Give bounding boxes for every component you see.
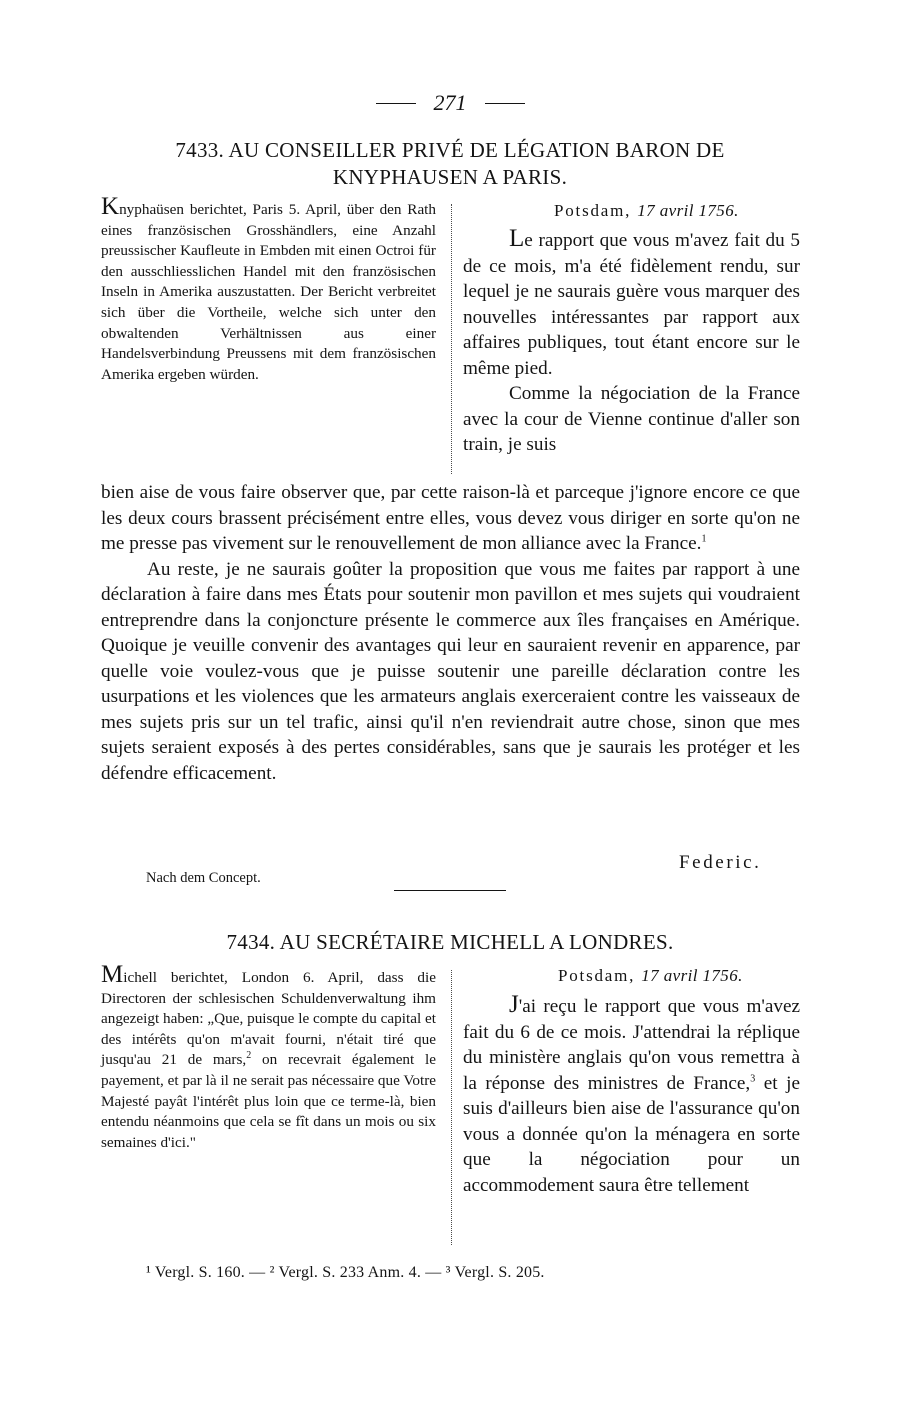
summary-dropcap: K (101, 193, 120, 220)
paragraph-dropcap: J (509, 991, 519, 1018)
letter-7433-paragraph-1 (463, 226, 800, 381)
dateline-date: 17 avril 1756. (641, 966, 743, 985)
letter-7433-title (100, 137, 800, 191)
paragraph-text: 'ai reçu le rapport que vous m'avez fait du 6 de ce mois. J'attendrai la réplique du ministère anglais qu'on vous remettra à la réponse des ministres de France, (463, 996, 800, 1094)
letter-7433-dateline (554, 201, 739, 221)
header-rule-left (376, 103, 416, 104)
summary-text: nyphaüsen berichtet, Paris 5. April, über den Rath eines französischen Grosshändlers, eine Anzahl preussischer Kaufleute in Embden mit einen Octroi für den ausschliesslichen Handel mit den französischen Inseln in Amerika auszustatten. Der Bericht verbreitet sich über die Vortheile, welche sich unter den obwaltenden Verhältnissen aus einer Handelsverbindung Preussens mit dem französischen Amerika ergeben würden. (101, 201, 436, 383)
summary-text-cont: on recevrait également le payement, et par là il ne serait pas nécessaire que Votre Majesté payât l'intérêt plus loin que ce terme-là, bien entendu néanmoins que cela se fît dans un mois ou six semaines d'ici." (101, 1051, 436, 1151)
letter-7433-column-text (463, 226, 800, 458)
dateline-place: Potsdam, (554, 201, 632, 220)
paragraph-text: bien aise de vous faire observer que, par cette raison-là et parceque j'ignore encore ce que les deux cours brassent précisément entre elles, vous devez vous diriger en sorte qu'on ne me presse pas vivement sur le renouvellement de mon alliance avec la France. (101, 482, 800, 554)
letter-7434-dateline (558, 966, 743, 986)
paragraph-text: e rapport que vous m'avez fait du 5 de ce mois, m'a été fidèlement rendu, sur lequel je ne saurais guère vous marquer des nouvelles intéressantes par rapport aux affaires publiques, tout étant encore sur le même pied. (463, 230, 800, 379)
paragraph-text-cont: et je suis d'ailleurs bien aise de l'assurance qu'on vous a donnée qu'on la ménagera en sorte que la négociation pour un accommodement saura être tellement (463, 1072, 800, 1196)
dateline-place: Potsdam, (558, 966, 636, 985)
page-number: 271 (433, 90, 467, 115)
footnotes: ¹ Vergl. S. 160. — ² Vergl. S. 233 Anm. 4. — ³ Vergl. S. 205. (146, 1264, 545, 1281)
summary-text: ichell berichtet, London 6. April, dass die Directoren der schlesischen Schuldenverwaltung ihm angezeigt haben: „Que, puisque le compte du capital et des intérêts qu'on m'avait fourni, n'était tiré que jusqu'au 21 de mars, (101, 969, 436, 1069)
letter-7434-summary (101, 961, 436, 1153)
letter-7434-paragraph-1 (463, 992, 800, 1198)
letter-7433-paragraph-2-cont (101, 480, 800, 557)
column-divider (451, 204, 452, 474)
page-header (0, 90, 900, 116)
header-rule-right (485, 103, 525, 104)
footnote-mark: 3 (750, 1073, 756, 1085)
letter-7433-full-text (101, 480, 800, 786)
footnote-mark: 1 (701, 533, 707, 545)
letter-7433-summary (101, 193, 436, 385)
summary-dropcap: M (101, 961, 124, 988)
paragraph-dropcap: L (509, 225, 525, 252)
letter-separator (394, 890, 506, 891)
source-note: Nach dem Concept. (146, 870, 261, 886)
letter-7433-title-line1: 7433. AU CONSEILLER PRIVÉ DE LÉGATION BARON DE (175, 138, 725, 162)
letter-7433-paragraph-2-start: Comme la négociation de la France avec la cour de Vienne continue d'aller son train, je suis (463, 383, 800, 455)
letter-7434-column-text (463, 992, 800, 1198)
letter-7434-title: 7434. AU SECRÉTAIRE MICHELL A LONDRES. (226, 930, 674, 954)
footnote-mark: 2 (246, 1050, 252, 1062)
signature: Federic. (679, 852, 762, 873)
letter-7433-paragraph-3: Au reste, je ne saurais goûter la proposition que vous me faites par rapport à une déclaration à faire dans mes États pour soutenir mon pavillon et mes sujets qui voudraient entreprendre dans la conjoncture présente le commerce aux îles françaises en Amérique. Quoique je veuille convenir des avantages qui leur en sauraient revenir en apparence, par quelle voie voulez-vous que je puisse soutenir une pareille déclaration contre les usurpations et les violences que les armateurs anglais exerceraient contre les vaisseaux de mes sujets pris sur un tel trafic, ainsi qu'il n'en reviendrait autre chose, sinon que mes sujets seraient exposés à des pertes considérables, sans que je saurais les protéger et les défendre efficacement. (101, 558, 800, 784)
letter-7433-title-line2: KNYPHAUSEN A PARIS. (332, 165, 568, 189)
column-divider (451, 970, 452, 1245)
dateline-date: 17 avril 1756. (637, 201, 739, 220)
